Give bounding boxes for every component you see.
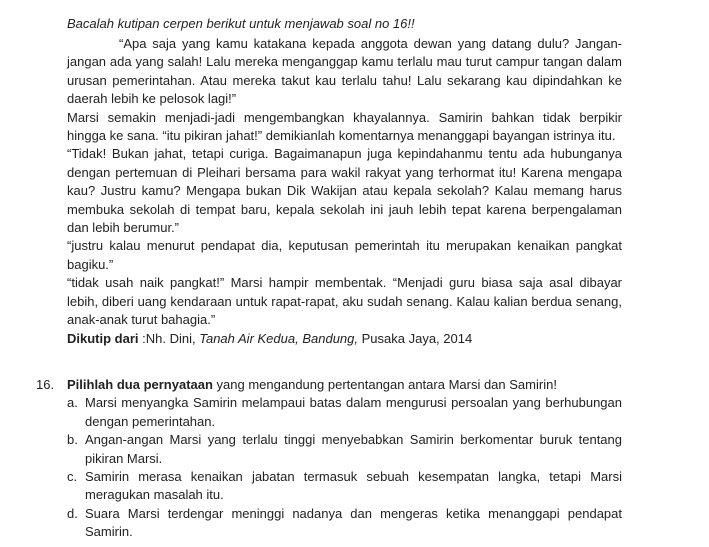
- story-paragraph: Marsi semakin menjadi-jadi mengembangkan khayalannya. Samirin bahkan tidak berpikir hingga ke sana. “itu pikiran jahat!” demikianlah komentarnya menanggapi bayangan istrinya itu.: [67, 109, 622, 144]
- source-label: Dikutip dari: [67, 330, 139, 346]
- option-text: Angan-angan Marsi yang terlalu tinggi menyebabkan Samirin berkomentar buruk tentang pikiran Marsi.: [85, 432, 622, 466]
- option-text: Samirin merasa kenaikan jabatan termasuk sebuah kesempatan langka, tetapi Marsi meragukan masalah itu.: [85, 469, 622, 503]
- answer-option-b[interactable]: [67, 431, 622, 468]
- answer-option-a[interactable]: [67, 394, 622, 431]
- instruction-text: Bacalah kutipan cerpen berikut untuk menjawab soal no 16!!: [67, 16, 415, 31]
- story-paragraph: “Tidak! Bukan jahat, tetapi curiga. Bagaimanapun juga kepindahanmu tentu ada hubunganya dengan pertemuan di Pleihari bersama para wakil rakyat yang terhormat itu! Karena mengapa kau? Justru kamu? Mengapa bukan Dik Wakijan atau kepala sekolah? Kalau memang harus membuka sekolah di tempat baru, kepala sekolah ini jauh lebih tepat karena berpengalaman dan lebih berumur.”: [67, 146, 622, 236]
- option-letter: b.: [67, 432, 78, 448]
- answer-option-d[interactable]: [67, 505, 622, 542]
- option-text: Marsi menyangka Samirin melampaui batas dalam mengurusi persoalan yang berhubungan dengan pemerintahan.: [85, 395, 622, 429]
- option-letter: d.: [67, 505, 78, 521]
- story-paragraph: “justru kalau menurut pendapat dia, keputusan pemerintah itu merupakan kenaikan pangkat bagiku.”: [67, 238, 622, 272]
- source-title: Tanah Air Kedua, Bandung,: [199, 330, 358, 346]
- option-letter: c.: [67, 469, 78, 485]
- answer-option-c[interactable]: [67, 468, 622, 505]
- answer-options: [67, 394, 622, 541]
- story-excerpt: [67, 35, 622, 348]
- option-letter: a.: [67, 395, 78, 411]
- story-paragraph: “Apa saja yang kamu katakana kepada anggota dewan yang datang dulu? Jangan-jangan ada yang salah! Lalu mereka menganggap kamu terlalu mau turut campur tangan dalam urusan pemerintahan. Atau mereka takut kau terlalu tahu! Lalu sekarang kau dipindahkan ke daerah lebih ke pelosok lagi!”: [67, 36, 622, 107]
- source-publisher: Pusaka Jaya, 2014: [358, 330, 473, 346]
- question-lead-bold: Pilihlah dua pernyataan: [67, 377, 213, 392]
- question-lead-rest: yang mengandung pertentangan antara Marsi dan Samirin!: [212, 377, 557, 392]
- story-paragraph: “tidak usah naik pangkat!” Marsi hampir membentak. “Menjadi guru biasa saja asal dibayar lebih, diberi uang kendaraan untuk rapat-rapat, aku sudah senang. Kalau kalian berdua senang, anak-anak turut bahagia.”: [67, 275, 622, 328]
- question-16: [36, 376, 622, 542]
- source-author: :Nh. Dini,: [142, 330, 200, 346]
- source-citation: [67, 330, 622, 348]
- option-text: Suara Marsi terdengar meninggi nadanya dan mengeras ketika menanggapi pendapat Samirin.: [85, 505, 622, 540]
- question-prompt: [67, 376, 622, 394]
- question-number: 16.: [36, 377, 55, 392]
